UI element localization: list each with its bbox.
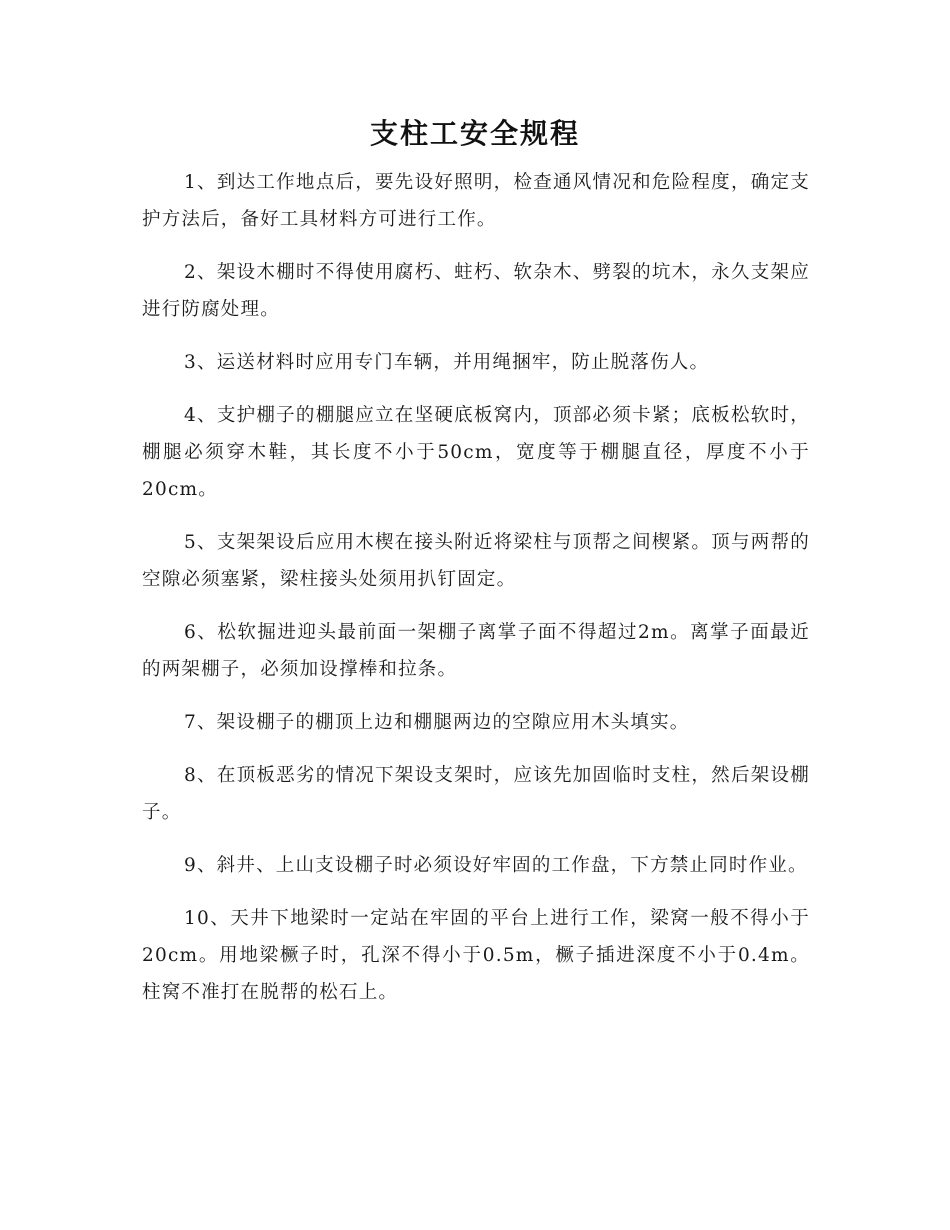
paragraph-9: 9、斜井、上山支设棚子时必须设好牢固的工作盘，下方禁止同时作业。 xyxy=(184,855,808,876)
document-title: 支柱工安全规程 xyxy=(369,117,580,150)
document-body xyxy=(142,164,810,1027)
paragraph-1: 1、到达工作地点后，要先设好照明，检查通风情况和危险程度，确定支护方法后，备好工具材料方可进行工作。 xyxy=(142,172,810,230)
paragraph-3: 3、运送材料时应用专门车辆，并用绳捆牢，防止脱落伤人。 xyxy=(184,352,710,373)
paragraph-7: 7、架设棚子的棚顶上边和棚腿两边的空隙应用木头填实。 xyxy=(184,712,690,733)
paragraph-5: 5、支架架设后应用木楔在接头附近将梁柱与顶帮之间楔紧。顶与两帮的空隙必须塞紧，梁柱接头处须用扒钉固定。 xyxy=(142,532,810,590)
paragraph-2: 2、架设木棚时不得使用腐朽、蛀朽、软杂木、劈裂的坑木，永久支架应进行防腐处理。 xyxy=(142,262,810,320)
paragraph-8: 8、在顶板恶劣的情况下架设支架时，应该先加固临时支柱，然后架设棚子。 xyxy=(142,765,810,823)
paragraph-4: 4、支护棚子的棚腿应立在坚硬底板窝内，顶部必须卡紧；底板松软时，棚腿必须穿木鞋，其长度不小于50cm，宽度等于棚腿直径，厚度不小于20cm。 xyxy=(142,405,810,500)
paragraph-6: 6、松软掘进迎头最前面一架棚子离掌子面不得超过2m。离掌子面最近的两架棚子，必须加设撑棒和拉条。 xyxy=(142,622,810,680)
paragraph-10: 10、天井下地梁时一定站在牢固的平台上进行工作，梁窝一般不得小于20cm。用地梁橛子时，孔深不得小于0.5m，橛子插进深度不小于0.4m。柱窝不准打在脱帮的松石上。 xyxy=(142,908,810,1003)
